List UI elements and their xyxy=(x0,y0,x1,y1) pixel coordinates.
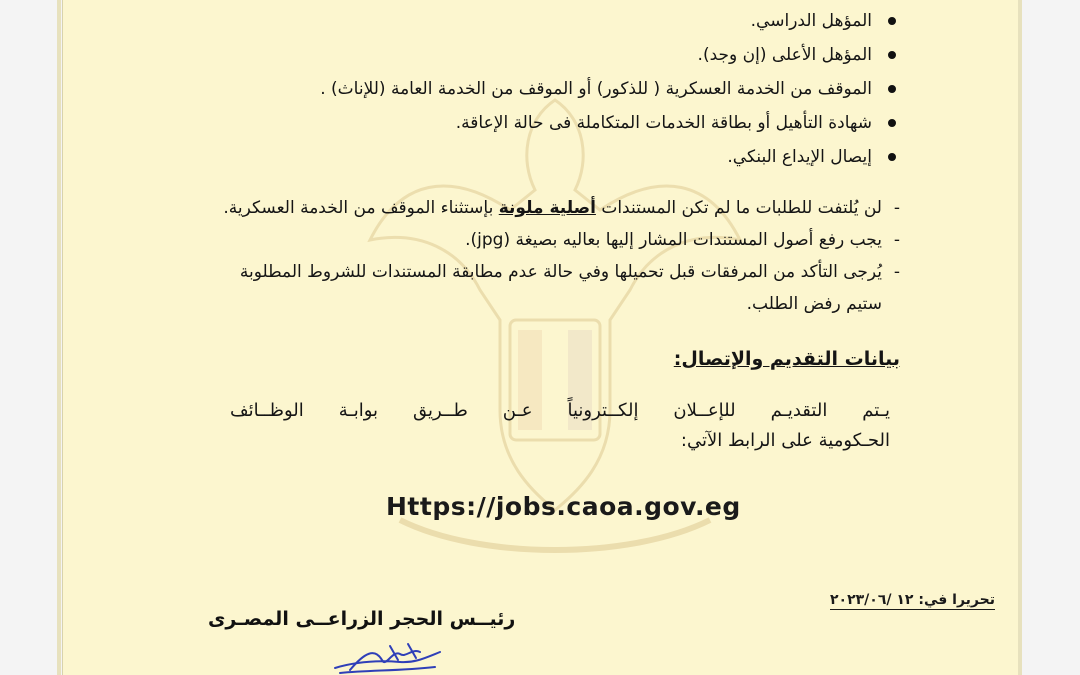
note-text: لن يُلتفت للطلبات ما لم تكن المستندات xyxy=(595,198,882,218)
list-item: المؤهل الدراسي. xyxy=(220,4,900,38)
date-line xyxy=(830,592,995,610)
document-body xyxy=(220,4,900,456)
apply-instructions xyxy=(220,396,900,456)
list-item: إيصال الإيداع البنكي. xyxy=(220,140,900,174)
note-text: بإستثناء الموقف من الخدمة العسكرية. xyxy=(223,198,499,218)
note-jpg-format: - يجب رفع أصول المستندات المشار إليها بعاليه بصيغة (jpg). xyxy=(220,224,900,256)
list-item: شهادة التأهيل أو بطاقة الخدمات المتكاملة فى حالة الإعاقة. xyxy=(220,106,900,140)
page-edge-left xyxy=(57,0,61,675)
requirements-list xyxy=(220,4,900,174)
notes-list xyxy=(220,192,900,320)
contact-section-title: بيانات التقديم والإتصال: xyxy=(673,348,900,370)
jobs-portal-link[interactable]: Https://jobs.caoa.gov.eg xyxy=(386,492,741,521)
note-original-documents xyxy=(220,192,900,224)
apply-line-2: الحـكومية على الرابط الآتي: xyxy=(680,430,890,451)
page-edge-right xyxy=(1018,0,1022,675)
handwritten-signature xyxy=(330,640,450,675)
list-item: المؤهل الأعلى (إن وجد). xyxy=(220,38,900,72)
apply-line-1: يـتم التقديـم للإعــلان إلكــترونياً عـن طــريق بوابـة الوظــائف xyxy=(230,400,890,421)
note-emphasis: أصلية ملونة xyxy=(498,198,596,218)
date-label: تحريرا في: xyxy=(918,592,995,608)
date-value: ١٢ /٢٠٢٣/٠٦ xyxy=(830,592,914,608)
note-verify-attachments: - يُرجى التأكد من المرفقات قبل تحميلها وفي حالة عدم مطابقة المستندات للشروط المطلوبة ستيم رفض الطلب. xyxy=(220,256,900,320)
signatory-title: رئيــس الحجر الزراعــى المصـرى xyxy=(208,608,516,630)
list-item: الموقف من الخدمة العسكرية ( للذكور) أو الموقف من الخدمة العامة (للإناث) . xyxy=(220,72,900,106)
